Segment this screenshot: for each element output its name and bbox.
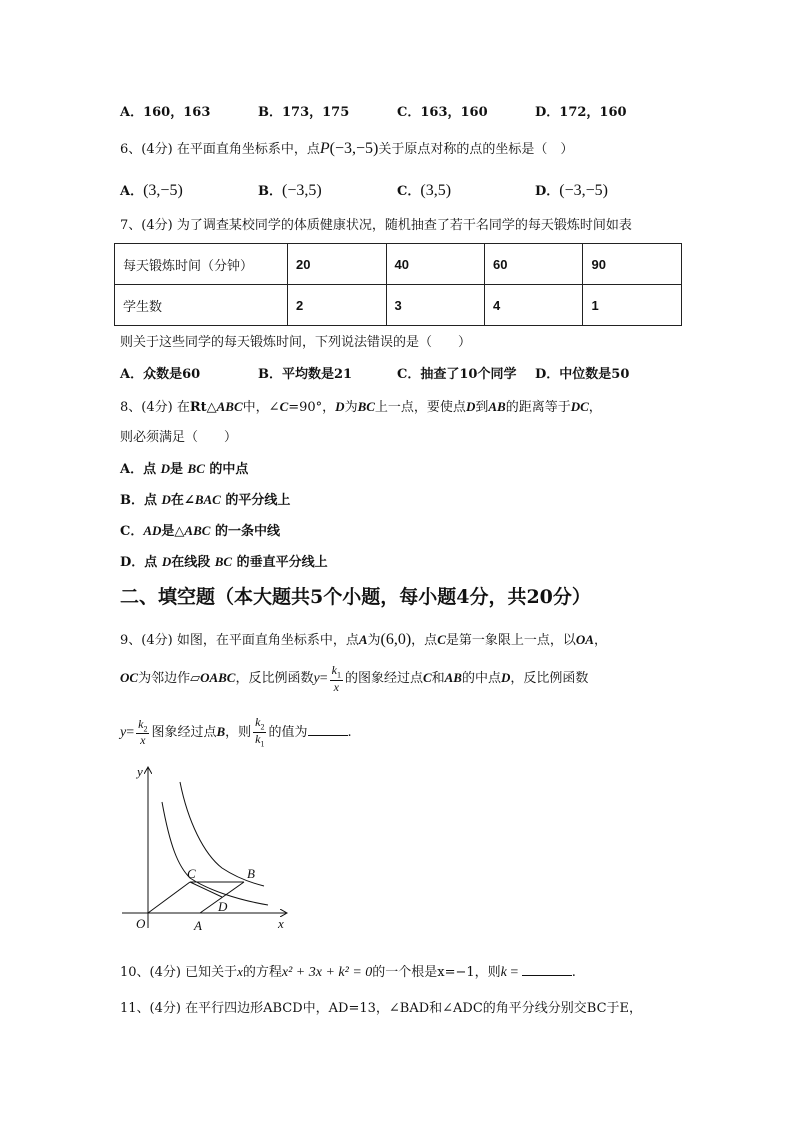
q6-option-c-value: (3,5) — [420, 182, 452, 199]
q9-text: 为邻边作▱ — [138, 671, 201, 687]
q8-text: 的距离等于 — [505, 400, 571, 415]
q9-line2 — [120, 664, 588, 693]
q9-var-d: D — [501, 670, 511, 686]
table-cell: 每天锻炼时间（分钟） — [115, 244, 288, 285]
q8-text: 中，∠ — [242, 400, 280, 415]
q5-option-b: B．173，175 — [258, 105, 350, 120]
q9-frac-num — [330, 664, 343, 681]
q6-suffix: 关于原点对称的点的坐标是（ ） — [378, 142, 574, 157]
label-c: C — [187, 866, 196, 881]
q9-text: ，点 — [411, 633, 438, 648]
q9-text: 的值为 — [268, 724, 308, 740]
q9-fraction-k2-k1 — [253, 716, 266, 749]
q8-text: ， — [588, 400, 602, 415]
q9-k: k — [255, 731, 261, 746]
q6-option-c — [397, 183, 451, 199]
q6-option-b — [258, 183, 322, 199]
q5-option-a: A．160，163 — [120, 105, 211, 120]
section-heading: 二、填空题（本大题共5个小题，每小题4分，共20分） — [120, 586, 591, 608]
q8-text: 上一点，要使点 — [374, 400, 466, 415]
label-a: A — [194, 918, 202, 933]
q9-frac-num — [136, 718, 149, 735]
q9-text: 为 — [367, 633, 381, 648]
label-b: B — [247, 866, 255, 881]
q8-option-var: ABC — [184, 523, 211, 538]
q9-y: y — [313, 671, 320, 687]
q9-figure — [118, 760, 298, 936]
q8-option-text: 的中点 — [204, 462, 249, 477]
q9-text: ，反比例函数 — [235, 671, 314, 687]
q9-frac-num — [253, 716, 266, 733]
q8-option-text: B．点 — [120, 493, 162, 508]
q9-var-oabc: OABC — [200, 670, 236, 686]
q10-text: . — [571, 965, 576, 980]
q9-text: ，则 — [225, 724, 252, 740]
table-cell: 1 — [583, 285, 682, 326]
answer-blank — [308, 735, 348, 736]
q10-k: k — [500, 965, 507, 980]
q8-option-text: 的垂直平分线上 — [232, 555, 328, 570]
q8-option-text: 在∠ — [170, 493, 195, 508]
q6-option-a-value: (3,−5) — [143, 182, 183, 199]
q8-option-b — [120, 493, 290, 507]
q9-eq: = — [319, 671, 328, 687]
q6-point-letter: P — [319, 140, 330, 157]
q7-option-d: D．中位数是50 — [535, 367, 630, 382]
q9-text: ，反比例函数 — [510, 671, 589, 687]
q8-option-var: D — [160, 461, 171, 476]
q6-option-a-label: A． — [120, 184, 144, 199]
q8-option-text: 在线段 — [171, 555, 215, 570]
q6-option-a — [120, 183, 183, 199]
table-cell: 3 — [386, 285, 484, 326]
q9-text: 和 — [431, 671, 445, 687]
segment-cd — [190, 882, 222, 897]
q6-point-coords: (−3,−5) — [329, 140, 379, 157]
q9-var-c: C — [437, 632, 446, 647]
q6-option-c-label: C． — [397, 184, 421, 199]
q8-bc: BC — [357, 399, 375, 414]
table-cell: 2 — [288, 285, 386, 326]
answer-blank — [522, 975, 572, 976]
q9-frac-den: x — [333, 679, 339, 694]
q8-option-text: 是△ — [161, 524, 185, 539]
q9-text: 的图象经过点 — [344, 671, 423, 687]
q8-d: D — [465, 399, 476, 414]
q8-ab: AB — [488, 399, 506, 414]
q8-option-text: 是 — [170, 462, 188, 477]
q8-option-a — [120, 462, 248, 476]
table-row — [115, 285, 682, 326]
q8-option-var: D — [161, 492, 171, 507]
q9-line1 — [120, 632, 607, 648]
q8-option-text: D．点 — [120, 555, 162, 570]
table-row — [115, 244, 682, 285]
label-x: x — [278, 916, 284, 931]
q10-equation: x² + 3x + k² = 0 — [281, 965, 373, 980]
q8-option-var: BAC — [194, 492, 221, 507]
q9-var-b: B — [216, 723, 226, 739]
q9-text: 的中点 — [461, 671, 501, 687]
q9-k: k — [255, 715, 261, 729]
q9-fraction-k1-x — [330, 664, 343, 693]
table-cell: 学生数 — [115, 285, 288, 326]
table-cell: 40 — [386, 244, 484, 285]
q6-point — [320, 140, 378, 157]
q9-sub: 1 — [336, 670, 341, 680]
q6-stem — [120, 141, 573, 157]
q8-option-var: D — [161, 554, 172, 569]
table-cell: 20 — [288, 244, 386, 285]
q8-text: =90°， — [288, 400, 336, 415]
q8-rt: Rt△ — [189, 400, 217, 415]
q8-text: 为 — [344, 400, 358, 415]
q8-line2: 则必须满足（ ） — [120, 430, 238, 445]
q8-option-var: AD — [143, 523, 162, 538]
q8-abc: ABC — [216, 399, 243, 414]
q8-c: C — [279, 399, 289, 414]
label-d: D — [218, 899, 228, 914]
q9-text: 是第一象限上一点，以 — [445, 633, 576, 648]
q8-option-d — [120, 555, 328, 569]
q9-sub: 2 — [260, 722, 265, 732]
q7-option-c: C．抽查了10个同学 — [397, 367, 517, 382]
q6-option-d — [535, 183, 608, 199]
q10-eq: = — [506, 965, 522, 980]
q8-option-text: 的一条中线 — [210, 524, 280, 539]
curve-k1 — [162, 802, 268, 905]
q8-stem — [120, 400, 602, 414]
table-cell: 90 — [583, 244, 682, 285]
q11-stem: 11、(4分) 在平行四边形ABCD中，AD=13，∠BAD和∠ADC的角平分线分别交BC于E， — [120, 1001, 643, 1016]
q8-option-text: A．点 — [120, 462, 161, 477]
q9-text: ， — [593, 633, 607, 648]
q5-option-c: C．163，160 — [397, 105, 488, 120]
q6-option-b-label: B． — [258, 184, 282, 199]
q6-prefix: 6、(4分) 在平面直角坐标系中，点 — [120, 142, 320, 157]
q9-var-c: C — [422, 670, 432, 686]
q6-option-b-value: (−3,5) — [282, 182, 322, 199]
q9-var-ab: AB — [444, 670, 462, 686]
q9-text: . — [347, 724, 352, 740]
q7-stem: 7、(4分) 为了调查某校同学的体质健康状况，随机抽查了若干名同学的每天锻炼时间如表 — [120, 218, 632, 233]
q8-option-var: BC — [214, 554, 233, 569]
q9-frac-den — [253, 733, 266, 749]
q7-option-a: A．众数是60 — [120, 367, 201, 382]
q9-frac-den: x — [140, 733, 146, 748]
q10-text: 10、(4分) 已知关于 — [120, 965, 238, 980]
q6-option-d-label: D． — [535, 184, 560, 199]
q8-option-c — [120, 524, 280, 538]
label-y: y — [137, 764, 143, 779]
q9-k: k — [138, 716, 144, 731]
q9-k: k — [331, 663, 337, 677]
q9-point-a: (6,0) — [380, 631, 412, 648]
q8-text: 到 — [475, 400, 489, 415]
q10-text: 的一个根是x=−1，则 — [372, 965, 501, 980]
q8-option-var: BC — [187, 461, 205, 476]
q8-option-text: C． — [120, 524, 144, 539]
q9-text: 9、(4分) 如图，在平面直角坐标系中，点 — [120, 633, 359, 648]
q9-var-oa: OA — [575, 632, 594, 647]
q9-line3 — [120, 716, 352, 749]
q7-after: 则关于这些同学的每天锻炼时间，下列说法错误的是（ ） — [120, 335, 472, 350]
q9-var-oc: OC — [120, 670, 139, 686]
label-o: O — [136, 916, 146, 931]
q8-option-text: 的平分线上 — [220, 493, 291, 508]
q8-dc: DC — [570, 399, 589, 414]
q8-d: D — [335, 399, 345, 414]
q9-eq: = — [126, 724, 135, 740]
q7-table — [114, 243, 682, 326]
q9-sub: 1 — [260, 739, 265, 749]
q10-x: x — [237, 964, 243, 979]
q9-text: 图象经过点 — [151, 724, 217, 740]
q9-sub: 2 — [143, 723, 148, 733]
table-cell: 60 — [484, 244, 582, 285]
q9-var-a: A — [358, 632, 368, 647]
q10-text: 的方程 — [242, 965, 282, 980]
q7-option-b: B．平均数是21 — [258, 367, 353, 382]
q8-text: 8、(4分) 在 — [120, 400, 190, 415]
q10-stem — [120, 965, 576, 980]
segment-oc — [148, 882, 190, 913]
q5-option-d: D．172，160 — [535, 105, 627, 120]
q9-fraction-k2-x — [136, 718, 149, 747]
q9-y: y — [120, 724, 127, 740]
q6-option-d-value: (−3,−5) — [559, 182, 608, 199]
table-cell: 4 — [484, 285, 582, 326]
